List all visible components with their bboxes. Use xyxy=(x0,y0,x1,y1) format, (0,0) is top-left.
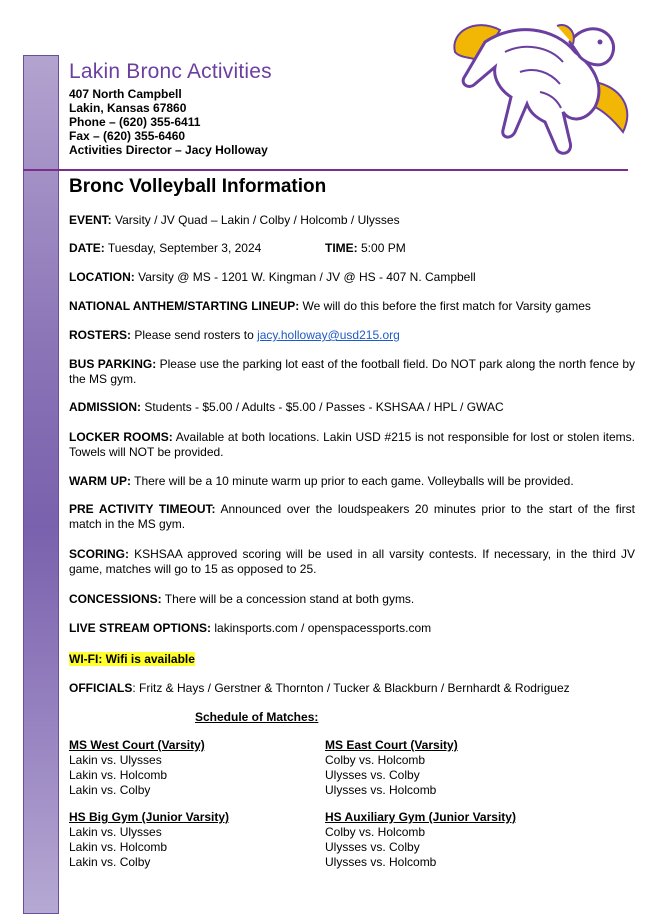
locker-rooms-value: Available at both locations. Lakin USD #215 is not responsible for lost or stolen items. Towels will NOT be provided. xyxy=(69,430,635,459)
scoring-value: KSHSAA approved scoring will be used in all varsity contests. If necessary, in the third JV game, matches will go to 15 as opposed to 25. xyxy=(69,547,635,576)
wifi-line xyxy=(69,652,195,667)
bronco-mascot-logo xyxy=(445,12,640,162)
match-item: Colby vs. Holcomb xyxy=(325,825,426,839)
court-heading: HS Auxiliary Gym (Junior Varsity) xyxy=(325,810,516,824)
event-line xyxy=(69,213,400,228)
admission-value: Students - $5.00 / Adults - $5.00 / Passes - KSHSAA / HPL / GWAC xyxy=(141,400,504,414)
match-item: Lakin vs. Colby xyxy=(69,783,151,797)
time-value: 5:00 PM xyxy=(357,241,406,255)
schedule-court-ms-west xyxy=(69,738,205,798)
schedule-court-hs-big-gym xyxy=(69,810,229,870)
schedule-court-hs-auxiliary-gym xyxy=(325,810,516,870)
page-title: Bronc Volleyball Information xyxy=(69,176,327,197)
anthem-value: We will do this before the first match for Varsity games xyxy=(299,299,591,313)
match-item: Lakin vs. Holcomb xyxy=(69,768,168,782)
date-line xyxy=(69,241,261,256)
phone-line: Phone – (620) 355-6411 xyxy=(69,115,201,129)
match-item: Colby vs. Holcomb xyxy=(325,753,426,767)
location-value: Varsity @ MS - 1201 W. Kingman / JV @ HS - 407 N. Campbell xyxy=(134,270,476,284)
match-item: Lakin vs. Colby xyxy=(69,855,151,869)
rosters-label: ROSTERS: xyxy=(69,328,132,342)
event-label: EVENT: xyxy=(69,213,112,227)
wifi-highlight: WI-FI: Wifi is available xyxy=(69,652,195,666)
warm-up-line xyxy=(69,474,574,489)
admission-label: ADMISSION: xyxy=(69,400,141,414)
date-value: Tuesday, September 3, 2024 xyxy=(104,241,262,255)
timeout-label: PRE ACTIVITY TIMEOUT: xyxy=(69,502,216,516)
concessions-label: CONCESSIONS: xyxy=(69,592,162,606)
bus-parking-label: BUS PARKING: xyxy=(69,357,157,371)
live-stream-value: lakinsports.com / openspacessports.com xyxy=(211,621,432,635)
match-item: Ulysses vs. Colby xyxy=(325,840,420,854)
decorative-side-bar xyxy=(23,55,59,914)
match-item: Ulysses vs. Holcomb xyxy=(325,855,437,869)
court-heading: MS West Court (Varsity) xyxy=(69,738,205,752)
officials-value: : Fritz & Hays / Gerstner & Thornton / Tucker & Blackburn / Bernhardt & Rodriguez xyxy=(132,681,570,695)
timeout-value: Announced over the loudspeakers 20 minutes prior to the start of the first match in the MS gym. xyxy=(69,502,635,531)
location-line xyxy=(69,270,476,285)
concessions-value: There will be a concession stand at both gyms. xyxy=(161,592,415,606)
admission-line xyxy=(69,400,504,415)
concessions-line xyxy=(69,592,414,607)
locker-rooms-paragraph xyxy=(69,430,635,460)
date-label: DATE: xyxy=(69,241,105,255)
locker-rooms-label: LOCKER ROOMS: xyxy=(69,430,173,444)
address-line: Lakin, Kansas 67860 xyxy=(69,101,187,115)
bus-parking-paragraph xyxy=(69,357,635,387)
roster-email-link[interactable]: jacy.holloway@usd215.org xyxy=(257,328,400,342)
scoring-label: SCORING: xyxy=(69,547,129,561)
live-stream-label: LIVE STREAM OPTIONS: xyxy=(69,621,212,635)
anthem-line xyxy=(69,299,591,314)
time-label: TIME: xyxy=(325,241,358,255)
match-item: Lakin vs. Holcomb xyxy=(69,840,168,854)
schedule-court-ms-east xyxy=(325,738,458,798)
fax-line: Fax – (620) 355-6460 xyxy=(69,129,186,143)
rosters-value: Please send rosters to xyxy=(131,328,258,342)
officials-line xyxy=(69,681,570,696)
header-divider xyxy=(23,169,628,171)
match-item: Lakin vs. Ulysses xyxy=(69,753,162,767)
court-heading: HS Big Gym (Junior Varsity) xyxy=(69,810,230,824)
timeout-paragraph xyxy=(69,502,635,532)
live-stream-line xyxy=(69,621,431,636)
match-item: Ulysses vs. Colby xyxy=(325,768,420,782)
schedule-title: Schedule of Matches: xyxy=(195,710,319,724)
match-item: Ulysses vs. Holcomb xyxy=(325,783,437,797)
bus-parking-value: Please use the parking lot east of the football field. Do NOT park along the north fence by the MS gym. xyxy=(69,357,635,386)
officials-label: OFFICIALS xyxy=(69,681,133,695)
address-line: 407 North Campbell xyxy=(69,87,182,101)
rosters-line xyxy=(69,328,400,343)
match-item: Lakin vs. Ulysses xyxy=(69,825,162,839)
location-label: LOCATION: xyxy=(69,270,135,284)
director-line: Activities Director – Jacy Holloway xyxy=(69,143,268,157)
court-heading: MS East Court (Varsity) xyxy=(325,738,458,752)
org-name: Lakin Bronc Activities xyxy=(69,60,272,83)
scoring-paragraph xyxy=(69,547,635,577)
anthem-label: NATIONAL ANTHEM/STARTING LINEUP: xyxy=(69,299,300,313)
event-value: Varsity / JV Quad – Lakin / Colby / Holcomb / Ulysses xyxy=(111,213,400,227)
warm-up-value: There will be a 10 minute warm up prior to each game. Volleyballs will be provided. xyxy=(131,474,574,488)
warm-up-label: WARM UP: xyxy=(69,474,131,488)
time-line xyxy=(325,241,406,256)
